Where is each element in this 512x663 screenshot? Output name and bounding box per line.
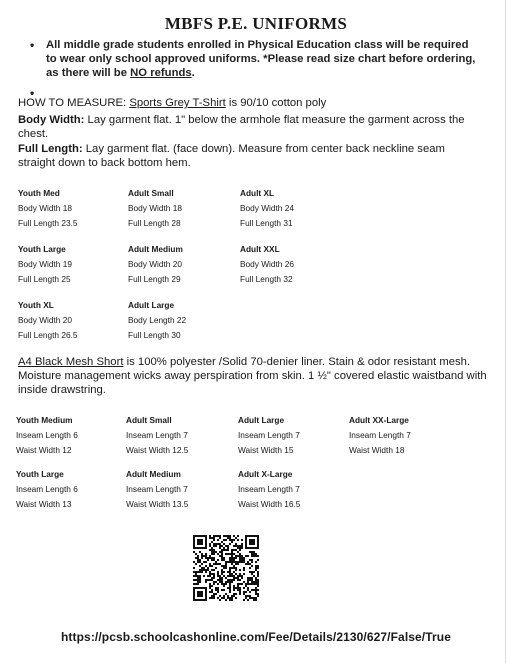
size-measure: Inseam Length 7	[126, 484, 188, 494]
size-group	[238, 413, 300, 458]
size-measure: Full Length 32	[240, 274, 293, 284]
size-measure: Body Width 18	[128, 203, 182, 213]
page-title: MBFS P.E. UNIFORMS	[164, 14, 348, 33]
shorts-description	[18, 355, 488, 397]
size-measure: Inseam Length 7	[238, 484, 300, 494]
size-measure: Waist Width 15	[238, 445, 294, 455]
size-group	[18, 242, 72, 287]
size-group	[128, 242, 183, 287]
shirt-product-line	[18, 96, 478, 110]
size-group	[18, 186, 78, 231]
size-measure: Inseam Length 7	[238, 430, 300, 440]
size-name: Adult Small	[128, 188, 174, 198]
how-to-measure-label: HOW TO MEASURE:	[18, 97, 127, 109]
size-measure: Waist Width 13	[16, 499, 72, 509]
size-name: Youth Large	[18, 244, 66, 254]
size-group	[16, 467, 78, 512]
size-group	[18, 298, 78, 343]
notice-end: .	[191, 67, 195, 79]
size-group	[349, 413, 411, 458]
body-width-label: Body Width:	[18, 114, 85, 126]
size-name: Adult XX-Large	[349, 415, 409, 425]
full-length-instruction	[18, 142, 478, 170]
size-name: Adult Large	[238, 415, 285, 425]
shirt-product-desc: is 90/10 cotton poly	[225, 97, 327, 109]
size-measure: Waist Width 13.5	[126, 499, 189, 509]
notice-item	[22, 38, 482, 80]
size-measure: Waist Width 12	[16, 445, 72, 455]
size-name: Adult XL	[240, 188, 275, 198]
size-name: Adult Small	[126, 415, 172, 425]
size-group	[240, 186, 294, 231]
shirt-product-name: Sports Grey T-Shirt	[129, 97, 226, 109]
qr-code-icon[interactable]	[193, 535, 259, 601]
size-measure: Full Length 29	[128, 274, 181, 284]
shorts-product-name: A4 Black Mesh Short	[18, 356, 124, 368]
size-name: Youth Med	[18, 188, 60, 198]
size-name: Adult Large	[128, 300, 175, 310]
size-name: Youth XL	[18, 300, 54, 310]
size-measure: Body Width 26	[240, 259, 294, 269]
size-group	[238, 467, 300, 512]
size-measure: Waist Width 12.5	[126, 445, 189, 455]
size-measure: Inseam Length 7	[349, 430, 411, 440]
size-group	[126, 467, 188, 512]
size-measure: Full Length 26.5	[18, 330, 78, 340]
size-measure: Body Width 18	[18, 203, 72, 213]
size-measure: Inseam Length 6	[16, 484, 78, 494]
body-width-text: Lay garment flat. 1" below the armhole flat measure the garment across the chest.	[18, 114, 465, 140]
no-refunds-emphasis: NO refunds	[130, 67, 192, 79]
full-length-label: Full Length:	[18, 143, 83, 155]
full-length-text: Lay garment flat. (face down). Measure from center back neckline seam straight down to back bottom hem.	[18, 143, 445, 169]
size-measure: Full Length 28	[128, 218, 181, 228]
shorts-product-desc: is 100% polyester /Solid 70-denier liner. Stain & odor resistant mesh. Moisture management wicks away perspiration from skin. 1 ½" covered elastic waistband with inside drawstring.	[18, 356, 487, 396]
size-measure: Body Width 19	[18, 259, 72, 269]
payment-url-link[interactable]: https://pcsb.schoolcashonline.com/Fee/Details/2130/627/False/True	[61, 630, 451, 644]
size-group	[128, 298, 186, 343]
notice-text: All middle grade students enrolled in Physical Education class will be required to wear only school approved uniforms. *Please read size chart before ordering, as there will be	[46, 39, 476, 79]
page-edge-line	[505, 0, 506, 663]
size-measure: Waist Width 16.5	[238, 499, 301, 509]
size-name: Youth Medium	[16, 415, 73, 425]
size-measure: Full Length 23.5	[18, 218, 78, 228]
size-measure: Body Width 24	[240, 203, 294, 213]
size-group	[126, 413, 188, 458]
size-measure: Inseam Length 6	[16, 430, 78, 440]
size-group	[128, 186, 182, 231]
size-group	[240, 242, 294, 287]
size-measure: Waist Width 18	[349, 445, 405, 455]
size-measure: Full Length 31	[240, 218, 293, 228]
body-width-instruction	[18, 113, 478, 141]
size-measure: Body Width 20	[128, 259, 182, 269]
size-measure: Body Width 20	[18, 315, 72, 325]
size-name: Adult Medium	[128, 244, 183, 254]
size-name: Adult Medium	[126, 469, 181, 479]
size-name: Youth Large	[16, 469, 64, 479]
size-measure: Body Length 22	[128, 315, 187, 325]
size-name: Adult XXL	[240, 244, 280, 254]
size-measure: Full Length 30	[128, 330, 181, 340]
notice-list	[22, 38, 482, 102]
size-measure: Inseam Length 7	[126, 430, 188, 440]
size-measure: Full Length 25	[18, 274, 71, 284]
size-group	[16, 413, 78, 458]
size-name: Adult X-Large	[238, 469, 293, 479]
